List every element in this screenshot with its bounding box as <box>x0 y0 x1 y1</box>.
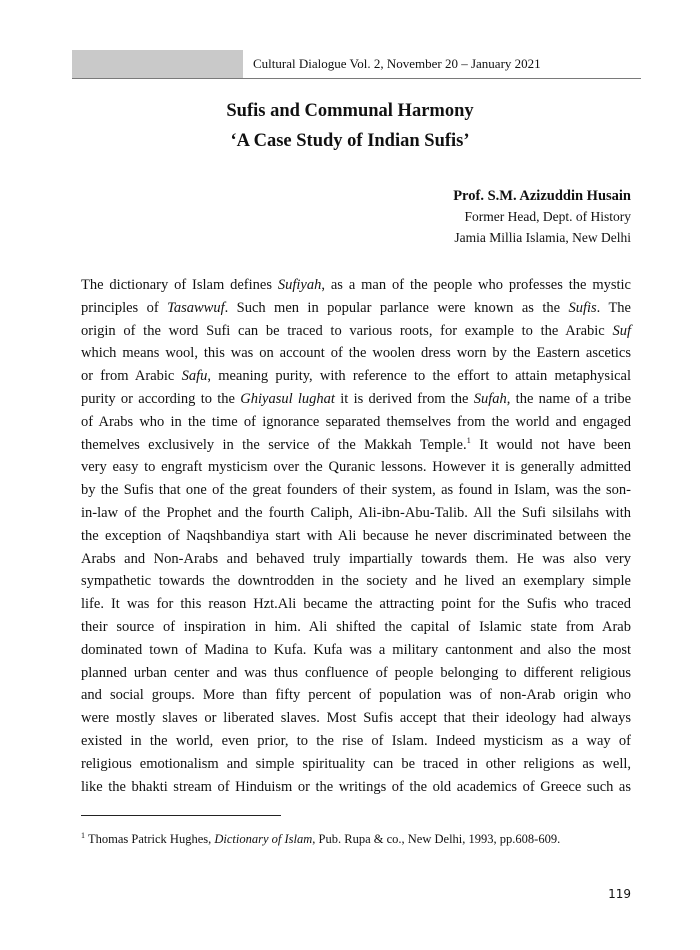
body-text: by the Sufis that one of the great founders of their system, as found in Islam, was the son- <box>81 482 631 499</box>
body-text: of Arabs who in the time of ignorance separated themselves from the world and engaged <box>81 413 631 430</box>
body-text: themelves exclusively in the service of the Makkah Temple. <box>81 436 467 453</box>
body-text: dominated town of Madina to Kufa. Kufa was a military cantonment and also the most <box>81 641 631 658</box>
article-subtitle: ‘A Case Study of Indian Sufis’ <box>230 131 470 151</box>
body-text: principles of <box>81 299 168 316</box>
body-text: the exception of Naqshbandiya start with Ali because he never discriminated between the <box>81 527 631 544</box>
footnote-divider <box>81 815 281 816</box>
footnote-text: Thomas Patrick Hughes, <box>88 832 215 846</box>
body-line <box>81 320 631 343</box>
body-line <box>81 365 631 388</box>
body-line <box>81 342 631 365</box>
body-line <box>81 684 631 707</box>
body-italic-term: Suf <box>612 322 631 339</box>
author-position: Former Head, Dept. of History <box>464 209 631 224</box>
body-text: purity or according to the <box>81 390 241 407</box>
body-line <box>81 639 631 662</box>
body-text: , meaning purity, with reference to the effort to attain metaphysical <box>207 368 632 385</box>
body-line <box>81 525 631 548</box>
body-text: which means wool, this was on account of the woolen dress worn by the Eastern ascetics <box>81 345 631 362</box>
body-text: , as a man of the people who professes the mystic <box>321 277 631 293</box>
body-line <box>81 730 631 753</box>
body-italic-term: Ghiyasul lughat <box>240 390 335 407</box>
body-line <box>81 616 631 639</box>
body-italic-term: Sufis <box>568 299 597 316</box>
body-italic-term: Tasawwuf <box>167 299 225 316</box>
footnote-italic-term: Dictionary of Islam <box>214 832 313 846</box>
body-text: origin of the word Sufi can be traced to various roots, for example to the Arabic <box>81 322 613 339</box>
body-text: like the bhakti stream of Hinduism or the writings of the old academics of Greece such as <box>81 778 631 795</box>
body-text: or from Arabic <box>81 368 182 385</box>
footnote <box>81 832 560 847</box>
body-text: existed in the world, even prior, to the rise of Islam. Indeed mysticism as a way of <box>81 732 631 749</box>
author-affiliation: Jamia Millia Islamia, New Delhi <box>454 230 631 245</box>
body-paragraph <box>81 274 631 798</box>
body-line <box>81 297 631 320</box>
body-text: very easy to engraft mysticism over the Quranic lessons. However it is generally admitted <box>81 459 631 476</box>
body-line <box>81 274 631 297</box>
body-text: in-law of the Prophet and the fourth Caliph, Ali-ibn-Abu-Talib. All the Sufi silsilahs with <box>81 504 631 521</box>
body-line <box>81 662 631 685</box>
body-line <box>81 411 631 434</box>
body-text: religious emotionalism and simple spirituality can be traced in other religions as well, <box>81 755 631 772</box>
body-text: sympathetic towards the downtrodden in the society and he lived an exemplary simple <box>81 573 631 590</box>
body-text: planned urban center and was thus confluence of people belonging to different religious <box>81 664 631 681</box>
footnote-marker: 1 <box>81 831 85 840</box>
body-line <box>81 456 631 479</box>
body-text: and social groups. More than fifty percent of population was of non-Arab origin who <box>81 687 631 704</box>
body-line <box>81 502 631 525</box>
body-line <box>81 707 631 730</box>
body-text: , the name of a tribe <box>506 390 631 407</box>
body-text: it is derived from the <box>334 390 474 407</box>
body-line <box>81 776 631 799</box>
footnote-text: , Pub. Rupa & co., New Delhi, 1993, pp.608-609. <box>312 832 561 846</box>
body-text: life. It was for this reason Hzt.Ali became the attracting point for the Sufis who traced <box>81 596 631 613</box>
body-text: Arabs and Non-Arabs and behaved truly impartially towards them. He was also very <box>81 550 631 567</box>
body-text: The dictionary of Islam defines <box>81 277 278 293</box>
body-italic-term: Sufah <box>473 390 507 407</box>
body-line <box>81 434 631 457</box>
body-line <box>81 753 631 776</box>
author-name: Prof. S.M. Azizuddin Husain <box>453 188 631 204</box>
body-line <box>81 548 631 571</box>
running-head-text: Cultural Dialogue Vol. 2, November 20 – January 2021 <box>253 56 541 71</box>
article-title: Sufis and Communal Harmony <box>226 101 474 121</box>
footnote-reference: 1 <box>466 434 471 445</box>
running-header <box>72 50 641 79</box>
body-line <box>81 388 631 411</box>
author-block <box>453 186 631 248</box>
header-shade-block <box>72 50 243 78</box>
body-text: . The <box>596 299 631 316</box>
body-line <box>81 570 631 593</box>
body-italic-term: Safu <box>181 368 208 385</box>
body-text: It would not have been <box>470 436 631 453</box>
page-number: 119 <box>608 887 631 901</box>
footnote-text <box>88 832 560 846</box>
body-text: . Such men in popular parlance were known as the <box>224 299 569 316</box>
body-italic-term: Sufiyah <box>277 277 322 293</box>
body-line <box>81 479 631 502</box>
body-text: were mostly slaves or liberated slaves. Most Sufis accept that their ideology had always <box>81 710 631 727</box>
body-text: their source of inspiration in him. Ali shifted the capital of Islamic state from Arab <box>81 618 631 635</box>
body-line <box>81 593 631 616</box>
